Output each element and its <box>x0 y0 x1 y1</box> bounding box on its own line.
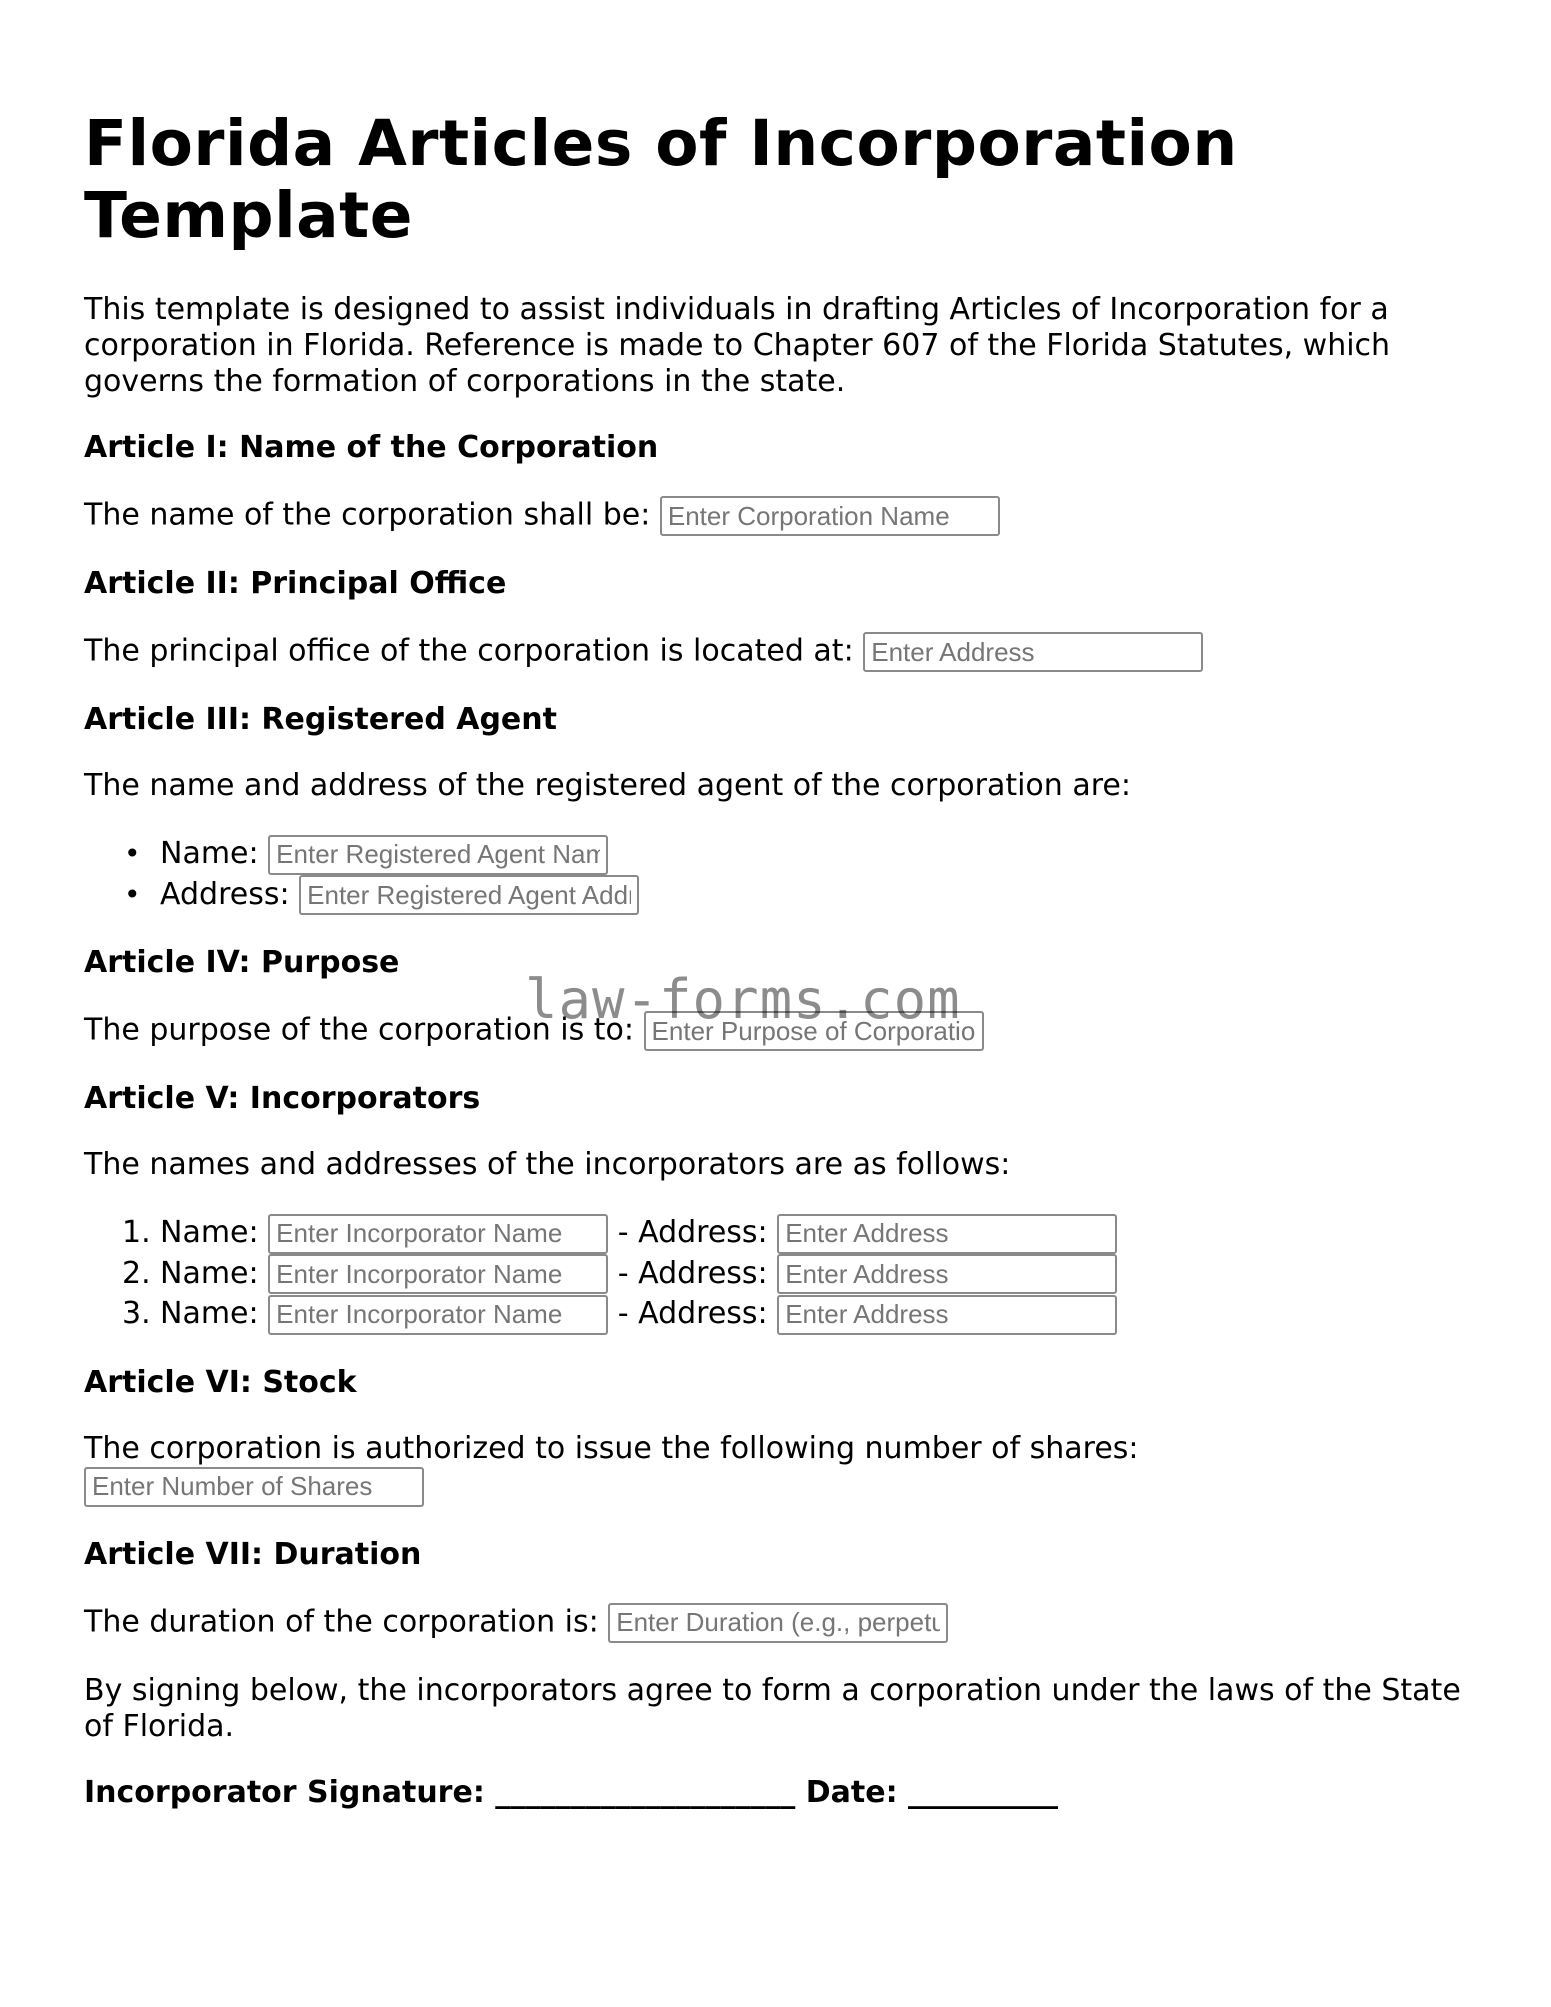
registered-agent-name-input[interactable] <box>268 835 608 875</box>
watermark: law-forms.com <box>525 968 961 1031</box>
article-7-line <box>84 1603 1484 1643</box>
article-7-heading: Article VII: Duration <box>84 1536 422 1572</box>
article-5-text: The names and addresses of the incorporators are as follows: <box>84 1147 1011 1182</box>
incorporator-row <box>84 1254 1484 1295</box>
agent-name-label: Name: <box>160 836 259 871</box>
incorporator-address-label: - Address: <box>617 1215 768 1250</box>
article-1-line <box>84 496 1484 536</box>
document-page <box>84 108 1484 1811</box>
page-title: Florida Articles of Incorporation Template <box>84 107 1238 252</box>
registered-agent-list <box>84 834 1484 915</box>
incorporator-1-address-input[interactable] <box>777 1214 1117 1254</box>
article-4-line <box>84 1011 1484 1051</box>
article-6-heading: Article VI: Stock <box>84 1364 357 1400</box>
purpose-input[interactable] <box>644 1011 984 1051</box>
article-2-heading: Article II: Principal Office <box>84 566 507 601</box>
intro-paragraph: This template is designed to assist individuals in drafting Articles of Incorporation for a corporation in Florida. Reference is made to Chapter 607 of the Florida Statutes, which governs the formation of corporations in the state. <box>84 292 1391 399</box>
article-3-heading: Article III: Registered Agent <box>84 702 557 737</box>
registered-agent-address-input[interactable] <box>299 875 639 915</box>
date-label: Date: <box>805 1774 898 1810</box>
incorporator-row <box>84 1294 1484 1335</box>
incorporator-2-name-input[interactable] <box>268 1254 608 1294</box>
incorporators-list <box>84 1213 1484 1335</box>
article-2-line <box>84 632 1484 672</box>
principal-office-address-input[interactable] <box>863 632 1203 672</box>
article-3-text: The name and address of the registered agent of the corporation are: <box>84 768 1131 803</box>
number-of-shares-input[interactable] <box>84 1467 424 1507</box>
incorporator-2-address-input[interactable] <box>777 1254 1117 1294</box>
article-1-text: The name of the corporation shall be: <box>84 497 651 533</box>
incorporator-address-label: - Address: <box>617 1255 768 1291</box>
signature-line <box>84 1775 1484 1811</box>
incorporator-1-name-input[interactable] <box>268 1214 608 1254</box>
list-number: 3. <box>122 1296 151 1331</box>
article-2-text: The principal office of the corporation is located at: <box>84 633 854 669</box>
article-5-heading: Article V: Incorporators <box>84 1081 481 1116</box>
signature-label: Incorporator Signature: <box>84 1774 485 1810</box>
date-blank: __________ <box>908 1774 1059 1810</box>
corporation-name-input[interactable] <box>660 496 1000 536</box>
article-4-text: The purpose of the corporation is to: <box>84 1012 634 1048</box>
closing-paragraph: By signing below, the incorporators agree to form a corporation under the laws of the State of Florida. <box>84 1672 1461 1744</box>
incorporator-name-label: Name: <box>160 1296 259 1331</box>
article-6-text: The corporation is authorized to issue the following number of shares: <box>84 1430 1139 1466</box>
list-item <box>84 875 1484 916</box>
incorporator-name-label: Name: <box>160 1255 259 1291</box>
agent-address-label: Address: <box>160 876 290 912</box>
article-7-text: The duration of the corporation is: <box>84 1604 599 1639</box>
list-number: 1. <box>122 1215 151 1250</box>
duration-input[interactable] <box>608 1603 948 1643</box>
article-6-line <box>84 1431 1484 1507</box>
list-number: 2. <box>122 1255 151 1291</box>
incorporator-address-label: - Address: <box>617 1296 768 1331</box>
incorporator-row <box>84 1213 1484 1254</box>
incorporator-3-name-input[interactable] <box>268 1295 608 1335</box>
article-4-heading: Article IV: Purpose <box>84 945 400 980</box>
article-1-heading: Article I: Name of the Corporation <box>84 430 659 465</box>
signature-blank: ____________________ <box>495 1774 796 1810</box>
list-item <box>84 834 1484 875</box>
incorporator-3-address-input[interactable] <box>777 1295 1117 1335</box>
incorporator-name-label: Name: <box>160 1215 259 1250</box>
